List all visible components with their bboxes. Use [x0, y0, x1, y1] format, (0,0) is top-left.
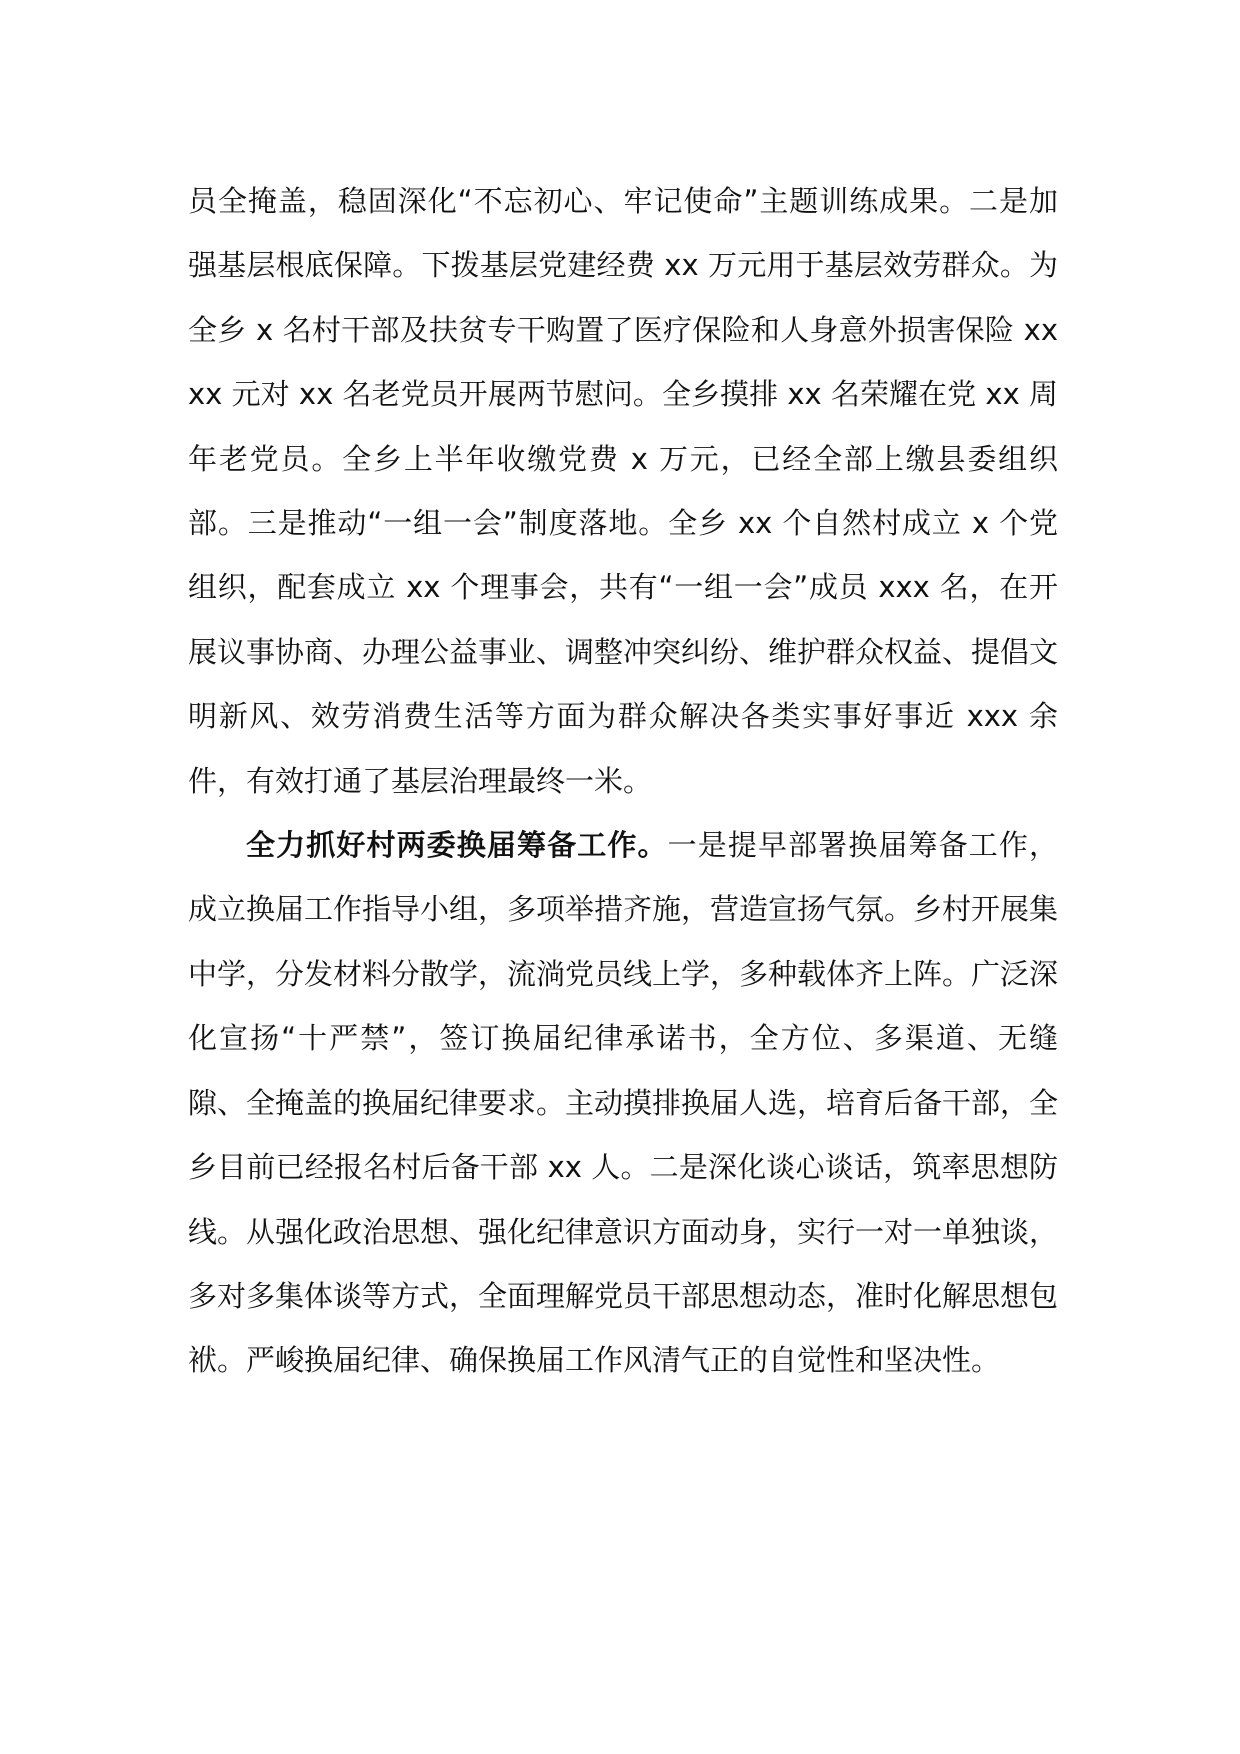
- paragraph-lead-heading: 全力抓好村两委换届筹备工作。: [246, 828, 668, 863]
- paragraph-village-election: [188, 813, 1058, 1393]
- document-body: [188, 169, 1058, 1393]
- paragraph-continuation: [188, 169, 1058, 813]
- paragraph-text: 员全掩盖，稳固深化“不忘初心、牢记使命”主题训练成果。二是加强基层根底保障。下拨基层党建经费 xx 万元用于基层效劳群众。为全乡 x 名村干部及扶贫专干购置了医疗保险和人身意外损害保险 xxxx 元对 xx 名老党员开展两节慰问。全乡摸排 xx 名荣耀在党 xx 周年老党员。全乡上半年收缴党费 x 万元，已经全部上缴县委组织部。三是推动“一组一会”制度落地。全乡 xx 个自然村成立 x 个党组织，配套成立 xx 个理事会，共有“一组一会”成员 xxx 名，在开展议事协商、办理公益事业、调整冲突纠纷、维护群众权益、提倡文明新风、效劳消费生活等方面为群众解决各类实事好事近 xxx 余件，有效打通了基层治理最终一米。: [188, 184, 1059, 798]
- paragraph-text: 一是提早部署换届筹备工作，成立换届工作指导小组，多项举措齐施，营造宣扬气氛。乡村开展集中学，分发材料分散学，流淌党员线上学，多种载体齐上阵。广泛深化宣扬“十严禁”，签订换届纪律承诺书，全方位、多渠道、无缝隙、全掩盖的换届纪律要求。主动摸排换届人选，培育后备干部，全乡目前已经报名村后备干部 xx 人。二是深化谈心谈话，筑率思想防线。从强化政治思想、强化纪律意识方面动身，实行一对一单独谈，多对多集体谈等方式，全面理解党员干部思想动态，准时化解思想包袱。严峻换届纪律、确保换届工作风清气正的自觉性和坚决性。: [188, 828, 1059, 1378]
